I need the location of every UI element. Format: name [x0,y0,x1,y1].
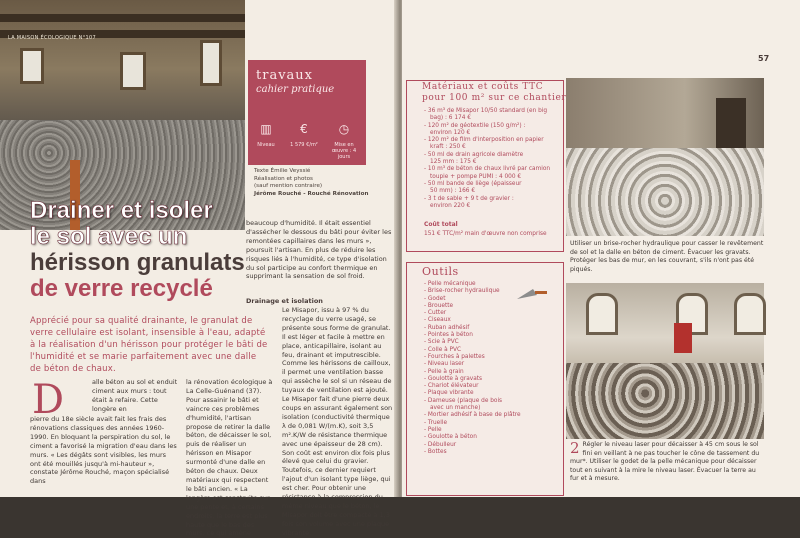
icon-label-cost: 1 579 €/m² [290,142,318,148]
demolition-photo [566,78,764,236]
total-cost-value: 151 € TTC/m² main d'œuvre non comprise [424,231,547,237]
tools-title: Outils [422,265,459,278]
tool-item: - Ciseaux [424,317,451,324]
caption-step-2 [570,441,766,484]
lead-paragraph: Apprécié pour sa qualité drainante, le granulat de verre cellulaire est isolant, insensible à l'eau, adapté à la réalisation d'un hérisson pour protéger le bâti de l'humidité et se marie parfaitement avec une dalle de béton de chaux. [30,316,268,374]
tool-item: - Dameuse (plaque de bois [424,397,503,404]
credits-photos: Réalisation et photos [254,175,313,182]
excavation-photo [566,283,764,439]
title-line-4: de verre recyclé [30,275,213,302]
body-col3: beaucoup d'humidité. Il était essentiel d'assécher le dessous du bâti pour éviter les remontées capillaires dans les murs », poursuit l'artisan. En plus de réduire les risques liés à l'humidité, ce type d'isolation du sol participe au confort thermique en supprimant la sensation de sol froid. [246,219,392,281]
title-line-3: hérisson granulats [30,249,245,276]
tool-item: avec un manche) [430,405,481,412]
materials-title-1: Matériaux et coûts TTC [422,82,544,92]
tool-item: - Godet [424,295,446,302]
tool-item: - Brise-rocher hydraulique [424,288,500,295]
material-item: - 50 ml de drain agricole diamètre [424,151,524,158]
title-line-1: Drainer et isoler [30,197,213,224]
page-number: 57 [758,54,770,63]
tool-item: - Ruban adhésif [424,324,470,331]
level-icon: ▥ [260,122,272,136]
tools-list [424,281,556,456]
tool-item: - Fourches à palettes [424,353,485,360]
caption-step-1: Utiliser un brise-rocher hydraulique pour casser le revêtement de sol et la dalle en béton de ciment. Évacuer les gravats. Protéger les bas de mur, en les couvrant, s'ils n'ont pas été piqués. [570,240,764,273]
material-item: 50 mm) : 166 € [430,188,476,195]
material-item: environ 220 € [430,202,471,209]
material-item: - 3 t de sable + 9 t de gravier : [424,195,514,202]
icon-label-duration: Mise en œuvre : 4 jours [331,142,357,160]
tool-item: - Goulotte à béton [424,434,477,441]
body-col4: Le Misapor, issu à 97 % du recyclage du verre usagé, se présente sous forme de granulat. Il est léger et facile à mettre en place, anticapillaire, isolant au feu, drainant et imputrescible. Comme les hérissons de cailloux, il permet une ventilation basse qui assèche le sol si un réseau de tuyaux de ventilation est ajouté. Le Misapor fait d'une pierre deux coups en assurant également son isolation (conductivité thermique λ de 0,081 W/(m.K), soit 3,5 m².K/W de résistance thermique avec une épaisseur de 28 cm). Son coût est environ dix fois plus élevé que celui du gravier. Toutefois, ce dernier requiert l'ajout d'un isolant type liège, qui est cher. Pour obtenir une résistance à la compression du même niveau que le béton, le Misapor doit être compacté à 1,3 fois son volume avec une plaque vibrante. [282,306,393,537]
total-cost-label: Coût total [424,221,458,228]
cost-icon: € [300,122,308,136]
caption-step-2-text: Régler le niveau laser pour décaisser à 45 cm sous le sol fini en veillant à ne pas toucher le cône de tassement du mur*. Utiliser le godet de la pelle mécanique pour décaisser tout en suivant à la mire le niveau laser. Évacuer la terre au fur et à mesure. [570,441,760,483]
materials-list [424,108,556,210]
body-col1-rest: pierre du 18e siècle avait fait les frais des rénovations classiques des années 1960-1990. En bloquant la perspiration du sol, le ciment a favorisé la migration d'eau dans les murs. « Les dégâts sont visibles, les murs ont été mouillés jusqu'à mi-hauteur », constate Jérôme Rouché, maçon spécialisé dans [30,415,177,486]
body-col1-start: alle béton au sol et enduit ciment aux murs : tout était à refaire. Cette longère en [92,378,178,413]
tool-item: - Pelle [424,426,442,433]
body-col2: la rénovation écologique à La Celle-Guénand (37). Pour assainir le bâti et vaincre ces problèmes d'humidité, l'artisan propose de retirer la dalle béton, de décaisser le sol, puis de réaliser un hérisson en Misapor surmonté d'une dalle en béton de chaux. Deux matériaux qui respectent le bâti ancien. « La longère est construite sur une pente et, à certains endroits, la terre est plus haute que le bas des murs, ce qui amène [186,378,273,538]
dropcap: D [32,377,65,423]
tool-item: - Chariot élévateur [424,383,479,390]
tool-item: - Pointes à béton [424,332,473,339]
tool-item: - Brouette [424,302,454,309]
credits-text: Texte Émilie Veyssié [254,168,311,174]
title-line-2: le sol avec un [30,223,188,250]
travaux-subtitle: cahier pratique [256,84,335,95]
material-item: bag) : 6 174 € [430,115,471,122]
material-item: - 36 m³ de Misapor 10/50 standard (en big [424,108,548,114]
icon-label-level: Niveau [257,142,275,148]
magazine-tag: LA MAISON ÉCOLOGIQUE N°107 [8,35,96,41]
credits-author: Jérôme Rouché - Rouché Rénovation [254,190,369,197]
caption-step-number: 2 [570,439,580,457]
tool-item: - Colle à PVC [424,346,462,353]
tool-item: - Bottes [424,448,447,455]
tool-item: - Goulotte à gravats [424,375,483,382]
tool-item: - Débulleur [424,441,457,448]
tool-item: - Cutter [424,310,447,317]
material-item: environ 120 € [430,129,471,136]
travaux-title: travaux [256,68,313,83]
material-item: - 120 m² de film d'interposition en papier [424,137,544,144]
material-item: - 120 m² de géotextile (150 g/m²) : [424,122,526,129]
article-title [30,198,270,302]
clock-icon: ◷ [338,122,350,136]
tool-item: - Mortier adhésif à base de plâtre [424,412,521,419]
material-item: toupie + pompe PUMI : 4 000 € [430,173,522,180]
tool-item: - Scie à PVC [424,339,459,346]
subheading-drainage: Drainage et isolation [246,297,323,305]
tool-item: - Niveau laser [424,361,465,368]
material-item: - 50 ml bande de liège (épaisseur [424,180,522,187]
material-item: - 10 m³ de béton de chaux livré par camion [424,166,551,173]
credits [254,168,394,198]
tool-item: - Plaque vibrante [424,390,474,397]
credits-note: (sauf mention contraire) [254,183,323,190]
tool-item: - Truelle [424,419,448,426]
travaux-box [248,60,366,165]
materials-title-2: pour 100 m² sur ce chantier [422,93,567,103]
tool-item: - Pelle à grain [424,368,464,375]
tool-item: - Pelle mécanique [424,281,476,287]
material-item: kraft : 250 € [430,144,466,151]
material-item: 125 mm : 175 € [430,159,477,166]
